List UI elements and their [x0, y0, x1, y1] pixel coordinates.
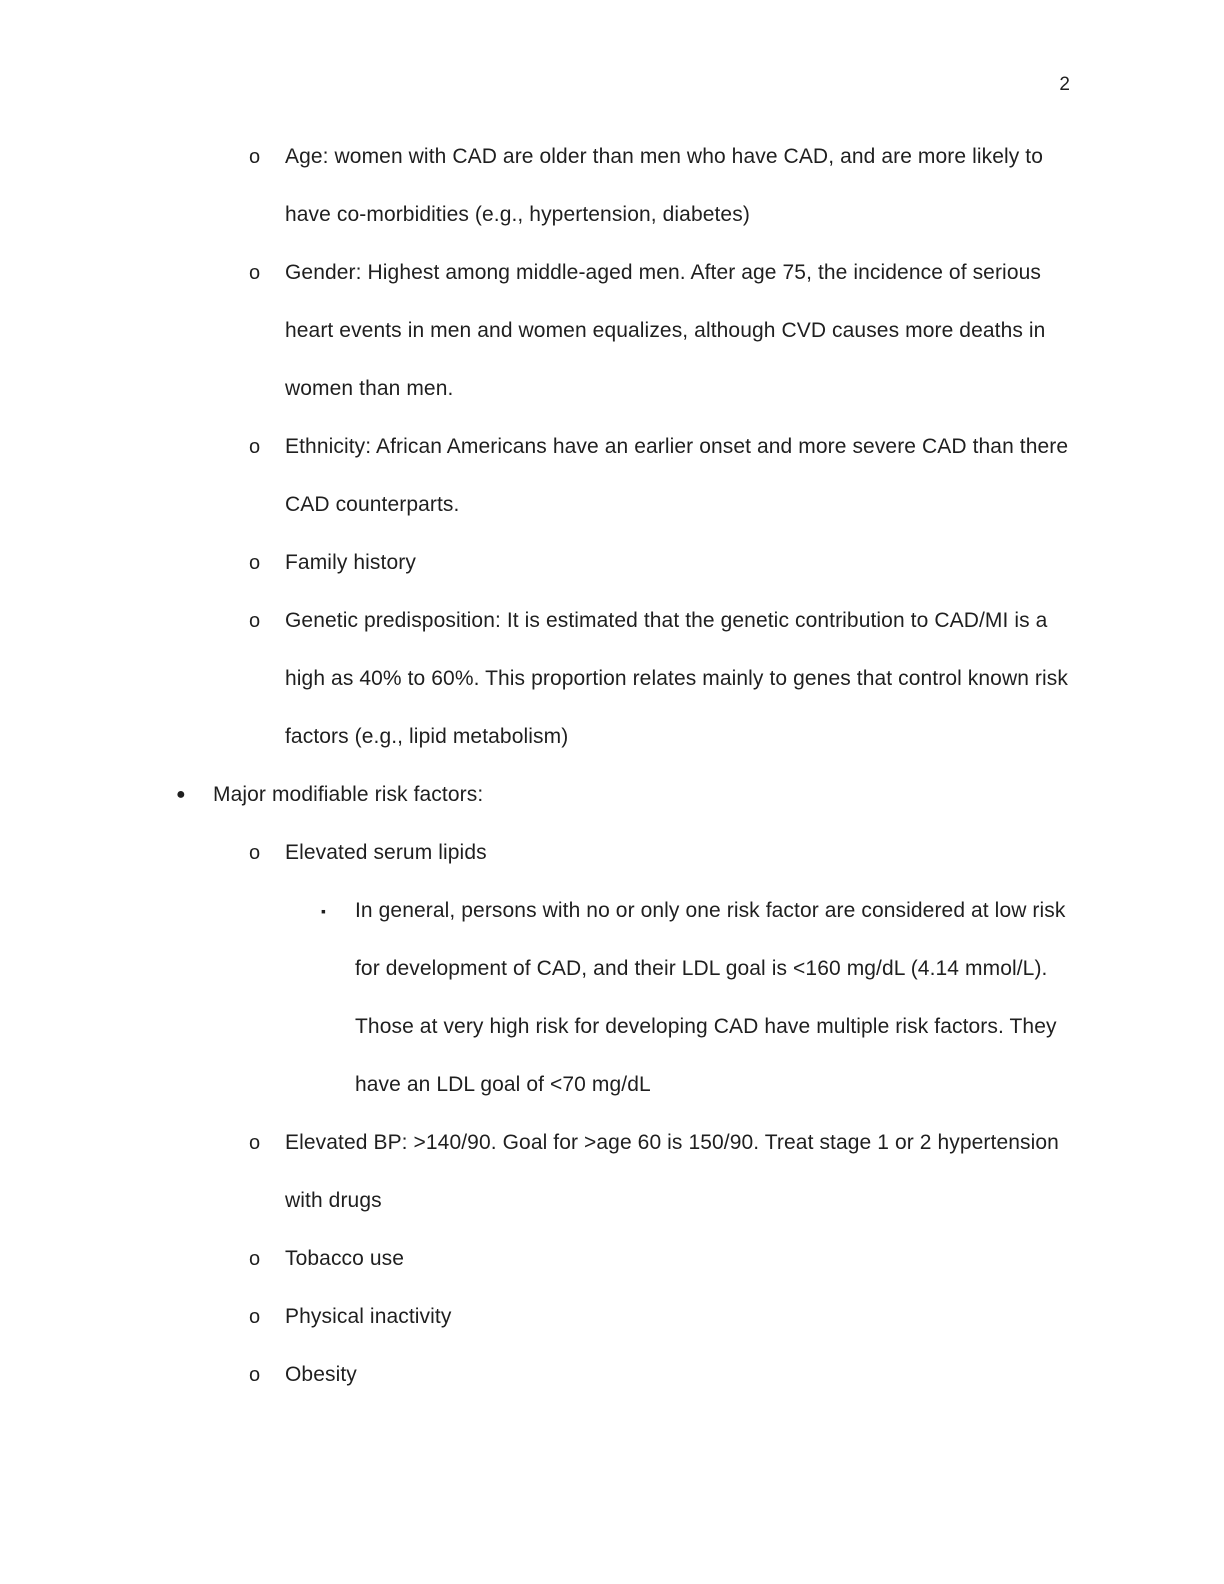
list-item-text: Gender: Highest among middle-aged men. After age 75, the incidence of serious heart events in men and women equalizes, although CVD causes more deaths in women than men.: [285, 261, 1046, 400]
circle-bullet-icon: o: [249, 610, 261, 632]
list-item-physical-inactivity: [0, 1288, 1224, 1346]
circle-bullet-icon: o: [249, 1364, 261, 1386]
list-item-text: Elevated serum lipids: [285, 841, 487, 864]
list-item-age: [0, 128, 1224, 244]
list-item-text: Elevated BP: >140/90. Goal for >age 60 is 150/90. Treat stage 1 or 2 hypertension with drugs: [285, 1131, 1059, 1212]
list-item-serum-lipids: [0, 824, 1224, 882]
list-item-family-history: [0, 534, 1224, 592]
list-item-ethnicity: [0, 418, 1224, 534]
risk-factor-list: [0, 128, 1224, 1404]
list-item-text: Family history: [285, 551, 416, 574]
filled-bullet-icon: ●: [176, 786, 186, 803]
list-item-text: Major modifiable risk factors:: [213, 783, 484, 806]
list-item-text: Genetic predisposition: It is estimated that the genetic contribution to CAD/MI is a high as 40% to 60%. This proportion relates mainly to genes that control known risk factors (e.g., lipid metabolism): [285, 609, 1068, 748]
list-item-genetic-predisposition: [0, 592, 1224, 766]
list-item-text: Tobacco use: [285, 1247, 405, 1270]
circle-bullet-icon: o: [249, 436, 261, 458]
list-item-text: Ethnicity: African Americans have an earlier onset and more severe CAD than there CAD counterparts.: [285, 435, 1069, 516]
circle-bullet-icon: o: [249, 1306, 261, 1328]
list-item-ldl-goal: [0, 882, 1224, 1114]
circle-bullet-icon: o: [249, 1132, 261, 1154]
list-item-obesity: [0, 1346, 1224, 1404]
list-item-tobacco-use: [0, 1230, 1224, 1288]
circle-bullet-icon: o: [249, 842, 261, 864]
list-item-text: Physical inactivity: [285, 1305, 452, 1328]
circle-bullet-icon: o: [249, 1248, 261, 1270]
page-number: 2: [1059, 74, 1070, 95]
list-item-text: In general, persons with no or only one risk factor are considered at low risk for development of CAD, and their LDL goal is <160 mg/dL (4.14 mmol/L). Those at very high risk for developing CAD have multiple risk factors. They have an LDL goal of <70 mg/dL: [355, 899, 1066, 1096]
list-item-text: Age: women with CAD are older than men who have CAD, and are more likely to have co-morbidities (e.g., hypertension, diabetes): [285, 145, 1044, 226]
circle-bullet-icon: o: [249, 146, 261, 168]
list-item-major-modifiable: [0, 766, 1224, 824]
list-item-elevated-bp: [0, 1114, 1224, 1230]
list-item-gender: [0, 244, 1224, 418]
circle-bullet-icon: o: [249, 552, 261, 574]
square-bullet-icon: ▪: [321, 903, 327, 919]
list-item-text: Obesity: [285, 1363, 357, 1386]
circle-bullet-icon: o: [249, 262, 261, 284]
